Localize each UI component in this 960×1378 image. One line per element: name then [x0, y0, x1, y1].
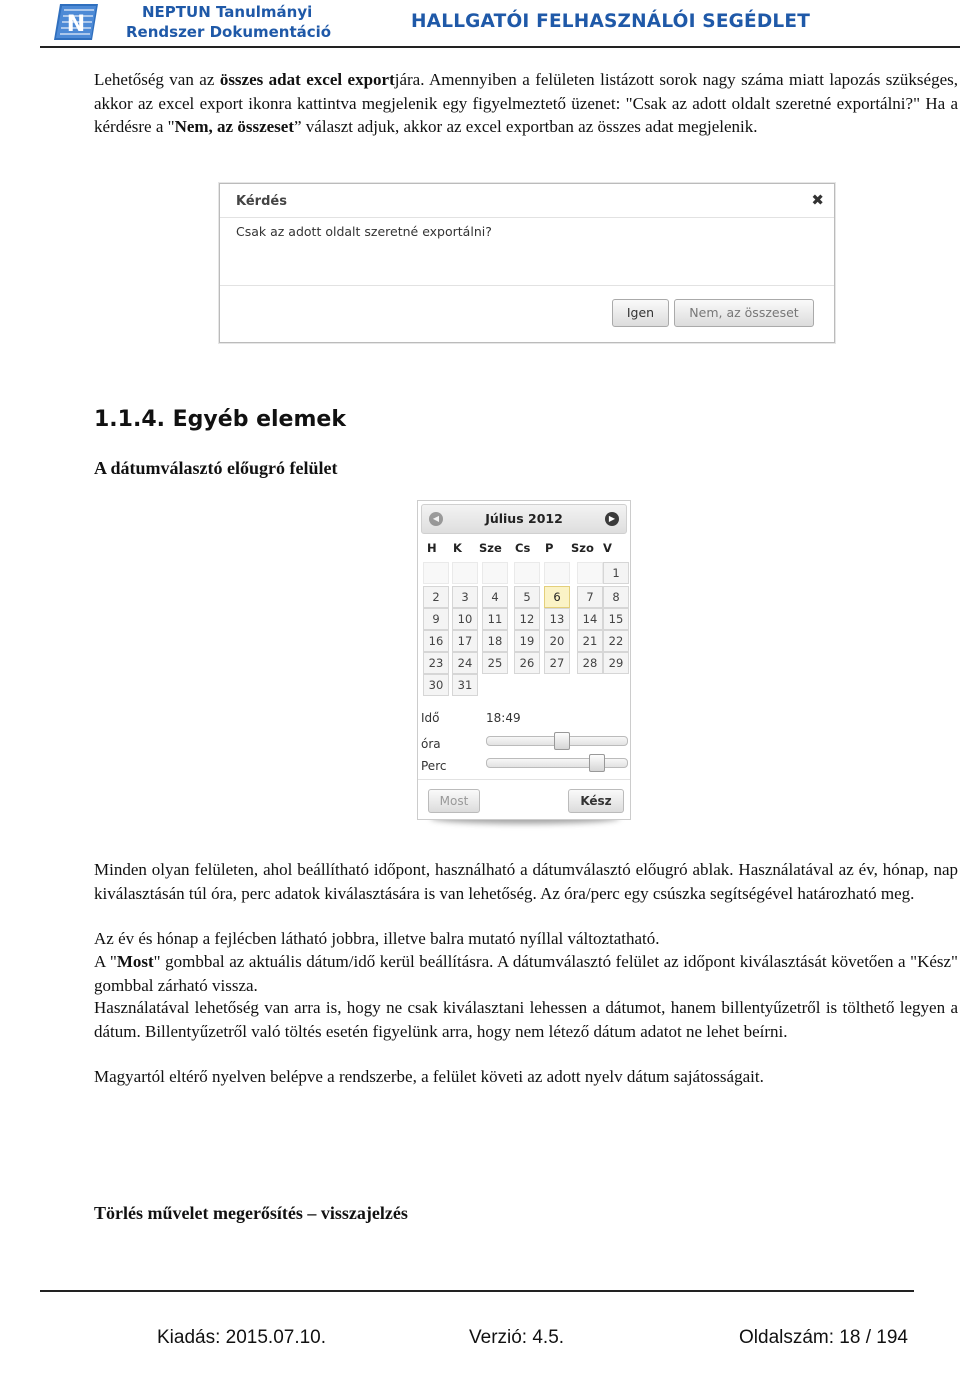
- weekday-header: Cs: [515, 541, 531, 555]
- yes-button[interactable]: Igen: [612, 299, 669, 327]
- calendar-day[interactable]: 21: [577, 630, 603, 652]
- time-label: Idő: [421, 711, 440, 725]
- calendar-day[interactable]: 6: [544, 586, 570, 608]
- body-paragraph: Magyartól eltérő nyelven belépve a rendszerbe, a felület követi az adott nyelv dátum sajátosságait.: [94, 1067, 764, 1086]
- svg-text:N: N: [66, 12, 86, 37]
- weekday-header: V: [603, 541, 612, 555]
- body-paragraph: Használatával lehetőség van arra is, hogy ne csak kiválasztani lehessen a dátumot, hanem billentyűzetről is tölthető legyen a dátum. Billentyűzetről való töltés esetén figyelünk arra, hogy nem létező dátum adatot ne lehet beírni.: [94, 998, 958, 1041]
- calendar-day[interactable]: 15: [603, 608, 629, 630]
- intro-bold: összes adat excel export: [219, 70, 395, 89]
- datepicker-divider: [418, 779, 630, 780]
- calendar-day[interactable]: 26: [514, 652, 540, 674]
- header-divider: [40, 46, 960, 48]
- month-year-title: Július 2012: [485, 511, 563, 526]
- calendar-day[interactable]: 1: [603, 562, 629, 584]
- dialog-message: Csak az adott oldalt szeretné exportálni?: [236, 224, 492, 239]
- hour-label: óra: [421, 737, 441, 751]
- calendar-day[interactable]: 16: [423, 630, 449, 652]
- calendar-day[interactable]: 20: [544, 630, 570, 652]
- datepicker-header: [421, 504, 627, 534]
- calendar-day[interactable]: 24: [452, 652, 478, 674]
- section-heading: 1.1.4. Egyéb elemek: [94, 407, 346, 432]
- calendar-day[interactable]: 30: [423, 674, 449, 696]
- dialog-divider: [220, 285, 834, 286]
- footer-page-number: Oldalszám: 18 / 194: [739, 1327, 908, 1348]
- body-paragraph: [94, 950, 958, 997]
- calendar-day[interactable]: 9: [423, 608, 449, 630]
- footer-edition: Kiadás: 2015.07.10.: [157, 1327, 327, 1348]
- prev-month-icon[interactable]: ◀: [429, 512, 443, 526]
- body-text: " gombbal az aktuális dátum/idő kerül beállításra. A dátumválasztó felület az időpont kiválasztását követően a "Kész" gombbal zárható vissza.: [94, 952, 958, 995]
- calendar-day[interactable]: 18: [482, 630, 508, 652]
- body-text: A ": [94, 952, 117, 971]
- calendar-day[interactable]: 19: [514, 630, 540, 652]
- no-all-button[interactable]: Nem, az összeset: [674, 299, 814, 327]
- brand-line-1: NEPTUN Tanulmányi: [142, 3, 313, 21]
- calendar-day[interactable]: 8: [603, 586, 629, 608]
- calendar-day[interactable]: 12: [514, 608, 540, 630]
- page-header: [0, 0, 960, 50]
- intro-text: ” választ adjuk, akkor az excel exportban az összes adat megjelenik.: [294, 117, 758, 136]
- dialog-divider: [220, 217, 834, 218]
- calendar-day[interactable]: 5: [514, 586, 540, 608]
- delete-confirmation-heading: Törlés művelet megerősítés – visszajelzés: [94, 1203, 408, 1223]
- footer-version: Verzió: 4.5.: [469, 1327, 565, 1348]
- calendar-day[interactable]: [514, 562, 540, 584]
- hour-slider-handle[interactable]: [554, 732, 570, 750]
- minute-slider-handle[interactable]: [589, 754, 605, 772]
- brand-line-2: Rendszer Dokumentáció: [126, 23, 332, 41]
- hour-slider[interactable]: [486, 736, 628, 746]
- intro-text: Lehetőség van az: [94, 70, 220, 89]
- calendar-day[interactable]: 23: [423, 652, 449, 674]
- minute-label: Perc: [421, 759, 447, 773]
- minute-slider[interactable]: [486, 758, 628, 768]
- weekday-header: Sze: [479, 541, 502, 555]
- neptun-logo: [52, 2, 100, 42]
- calendar-day[interactable]: [482, 562, 508, 584]
- calendar-day[interactable]: [452, 562, 478, 584]
- calendar-day[interactable]: 3: [452, 586, 478, 608]
- weekday-header: Szo: [571, 541, 594, 555]
- footer-divider: [40, 1290, 914, 1292]
- calendar-day[interactable]: 25: [482, 652, 508, 674]
- subsection-heading: A dátumválasztó előugró felület: [94, 458, 338, 478]
- datepicker-popup: [417, 500, 631, 820]
- weekday-header: K: [453, 541, 462, 555]
- calendar-day[interactable]: 4: [482, 586, 508, 608]
- intro-paragraph: [94, 68, 958, 139]
- calendar-day[interactable]: 11: [482, 608, 508, 630]
- calendar-day[interactable]: 14: [577, 608, 603, 630]
- body-paragraph: Minden olyan felületen, ahol beállítható időpont, használható a dátumválasztó előugró ablak. Használatával az év, hónap, nap kiválasztásán túl óra, perc adatok kiválasztására is van lehetőség. Az óra/perc egy csúszka segítségével határozható meg.: [94, 860, 958, 903]
- body-bold: Most: [116, 952, 154, 971]
- calendar-day[interactable]: 17: [452, 630, 478, 652]
- calendar-day[interactable]: [423, 562, 449, 584]
- calendar-day[interactable]: [544, 562, 570, 584]
- calendar-day[interactable]: 10: [452, 608, 478, 630]
- weekday-header: P: [545, 541, 554, 555]
- calendar-day[interactable]: 22: [603, 630, 629, 652]
- calendar-day[interactable]: 29: [603, 652, 629, 674]
- calendar-day[interactable]: 13: [544, 608, 570, 630]
- intro-text: jára. Amennyiben a felületen listázott sorok nagy száma miatt lapozás szükséges, akkor az excel export ikonra kattintva megjelenik egy figyelmeztető üzenet: "Csak az adott oldalt szeretné exportálni?" Ha a kérdésre a ": [94, 70, 958, 136]
- calendar-day[interactable]: 27: [544, 652, 570, 674]
- body-paragraph: Az év és hónap a fejlécben látható jobbra, illetve balra mutató nyíllal változtatható.: [94, 929, 660, 948]
- now-button[interactable]: Most: [428, 789, 480, 813]
- time-value: 18:49: [486, 711, 521, 725]
- calendar-day[interactable]: 2: [423, 586, 449, 608]
- intro-bold: Nem, az összeset: [174, 117, 294, 136]
- next-month-icon[interactable]: ▶: [605, 512, 619, 526]
- done-button[interactable]: Kész: [568, 789, 624, 813]
- dialog-title: Kérdés: [236, 194, 287, 209]
- document-title: HALLGATÓI FELHASZNÁLÓI SEGÉDLET: [411, 11, 811, 32]
- weekday-header: H: [427, 541, 437, 555]
- export-question-dialog: [219, 183, 835, 343]
- calendar-day[interactable]: 28: [577, 652, 603, 674]
- calendar-day[interactable]: [577, 562, 603, 584]
- calendar-day[interactable]: 31: [452, 674, 478, 696]
- calendar-day[interactable]: 7: [577, 586, 603, 608]
- close-icon[interactable]: ✖: [811, 191, 824, 209]
